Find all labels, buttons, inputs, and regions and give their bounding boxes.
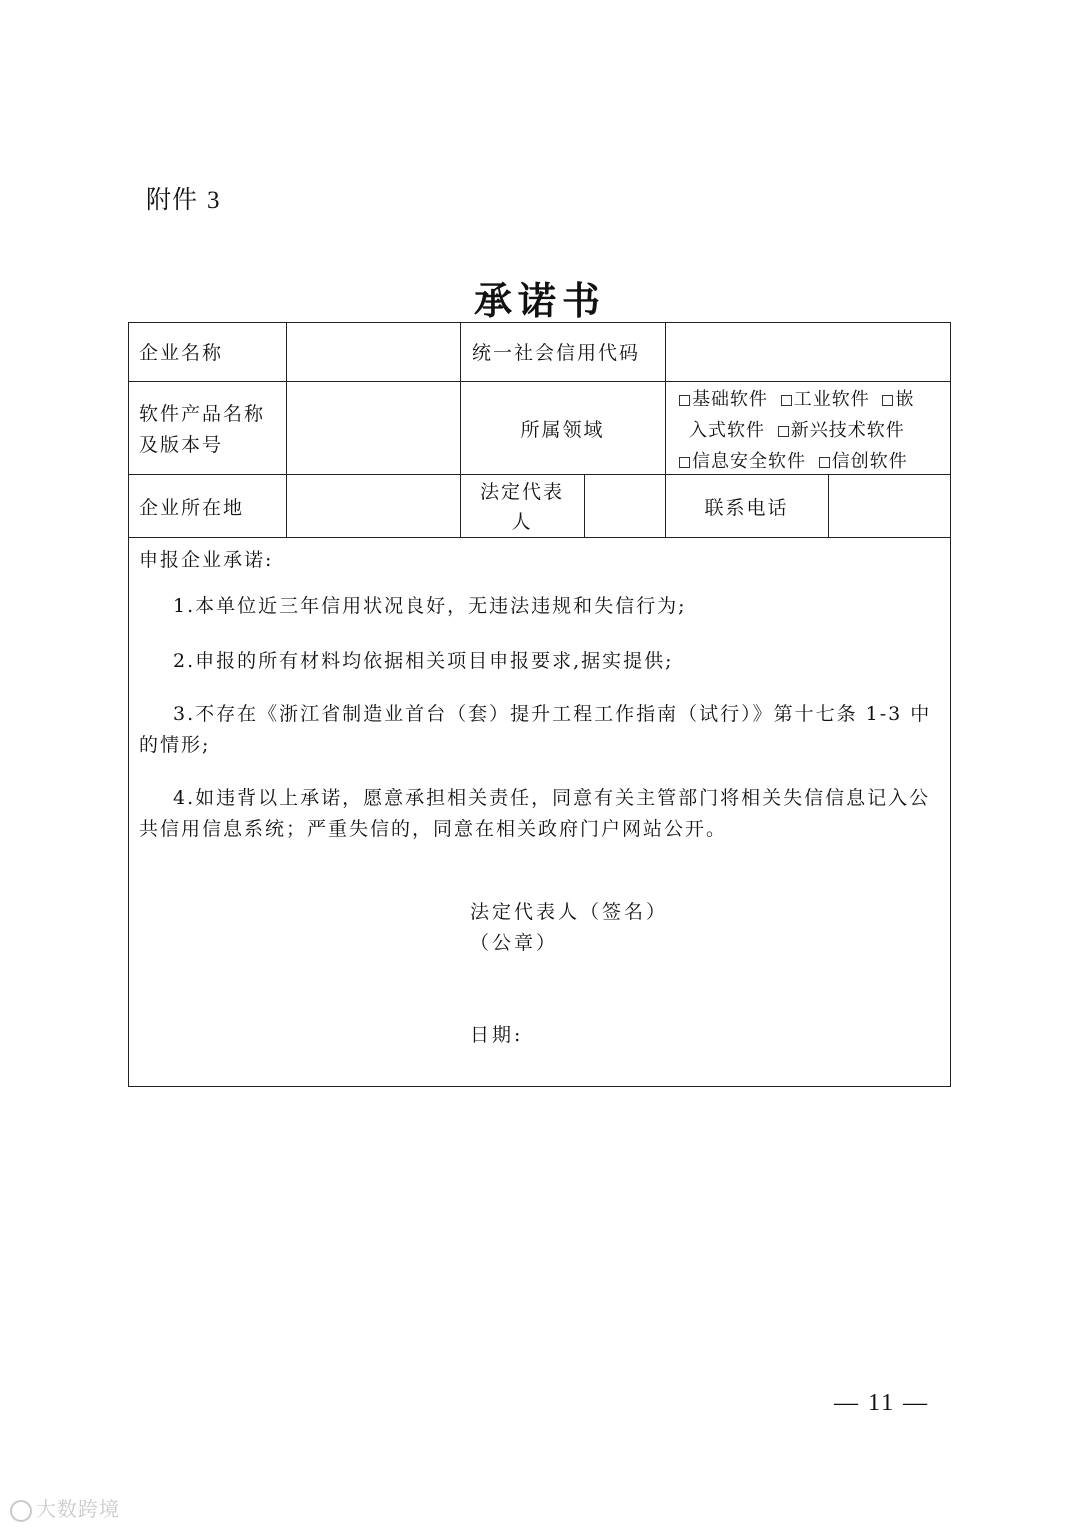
checkbox-info-security-software[interactable]: 信息安全软件	[679, 451, 806, 472]
checkbox-industrial-software[interactable]: 工业软件	[781, 389, 870, 410]
phone-label: 联系电话	[704, 497, 789, 519]
domain-label: 所属领域	[520, 419, 605, 441]
column-divider	[828, 474, 829, 537]
column-divider	[584, 474, 585, 537]
row-divider	[129, 537, 950, 538]
seal-label: （公章）	[470, 932, 559, 954]
checkbox-icon	[679, 395, 690, 406]
checkbox-icon	[778, 426, 789, 437]
page-number: — 11 —	[834, 1390, 930, 1416]
checkbox-emerging-tech-software[interactable]: 新兴技术软件	[778, 420, 905, 441]
phone-field[interactable]	[836, 481, 942, 531]
watermark-logo-icon	[10, 1500, 32, 1522]
commitment-item: 1.本单位近三年信用状况良好，无违法违规和失信行为;	[173, 595, 687, 617]
checkbox-icon	[882, 395, 893, 406]
checkbox-icon	[781, 395, 792, 406]
checkbox-embedded-software[interactable]: 嵌	[882, 389, 914, 410]
location-field[interactable]	[300, 481, 440, 531]
checkbox-basic-software[interactable]: 基础软件	[679, 389, 768, 410]
company-name-label: 企业名称	[139, 342, 224, 364]
checkbox-icon	[819, 457, 830, 468]
product-name-label: 软件产品名称 及版本号	[139, 403, 266, 456]
credit-code-field[interactable]	[677, 329, 937, 375]
commitment-form	[128, 322, 951, 1087]
location-label: 企业所在地	[139, 497, 245, 519]
commitment-item: 3.不存在《浙江省制造业首台（套）提升工程工作指南（试行）》第十七条 1-3 中的情形;	[139, 703, 932, 756]
signature-label: 法定代表人（签名）	[470, 901, 669, 923]
checkbox-icon	[679, 457, 690, 468]
legal-rep-field[interactable]	[591, 481, 657, 531]
row-divider	[129, 381, 950, 382]
commitment-item: 4.如违背以上承诺，愿意承担相关责任，同意有关主管部门将相关失信信息记入公共信用信息系统；严重失信的，同意在相关政府门户网站公开。	[139, 787, 931, 840]
product-name-field[interactable]	[300, 389, 440, 467]
checkbox-xinchuang-software[interactable]: 信创软件	[819, 451, 908, 472]
credit-code-label: 统一社会信用代码	[472, 342, 641, 364]
document-title: 承诺书	[473, 278, 606, 323]
column-divider	[286, 323, 287, 537]
company-name-field[interactable]	[300, 329, 440, 375]
legal-rep-label: 法定代表 人	[479, 481, 564, 533]
commitment-item: 2.申报的所有材料均依据相关项目申报要求,据实提供;	[173, 650, 674, 672]
domain-options: 基础软件 工业软件 嵌 入式软件 新兴技术软件 信息安全软件 信创软件	[679, 384, 949, 477]
attachment-label: 附件 3	[146, 185, 221, 214]
date-label: 日期:	[470, 1024, 524, 1046]
watermark: 大数跨境	[10, 1493, 120, 1522]
commitment-heading: 申报企业承诺:	[139, 549, 274, 571]
